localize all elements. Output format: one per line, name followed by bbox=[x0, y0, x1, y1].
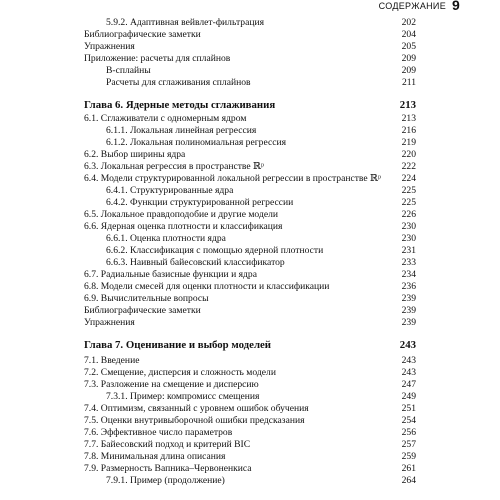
toc-entry-page: 211 bbox=[401, 77, 416, 88]
toc-entry-title: 7.9. Размерность Вапника–Червоненкиса bbox=[84, 463, 252, 474]
toc-entry-title: 7.6. Эффективное число параметров bbox=[84, 427, 233, 438]
running-header bbox=[0, 0, 500, 14]
toc-entry-page: 251 bbox=[401, 403, 416, 414]
toc-entry bbox=[0, 439, 500, 451]
toc-entry-title: 7.1. Введение bbox=[84, 355, 140, 366]
toc-entry-title: Библиографические заметки bbox=[84, 29, 201, 40]
toc-entry bbox=[0, 293, 500, 305]
toc-entry-title: Глава 7. Оценивание и выбор моделей bbox=[84, 339, 272, 351]
toc-entry-page: 249 bbox=[401, 391, 416, 402]
toc-entry-page: 213 bbox=[399, 99, 416, 111]
toc-entry bbox=[0, 367, 500, 379]
toc-entry-page: 256 bbox=[401, 427, 416, 438]
toc-entry-page: 234 bbox=[401, 269, 416, 280]
toc-entry bbox=[0, 209, 500, 221]
toc-entry bbox=[0, 281, 500, 293]
toc-entry-page: 205 bbox=[401, 41, 416, 52]
toc-entry-page: 236 bbox=[401, 281, 416, 292]
toc-chapter-heading bbox=[0, 98, 500, 112]
toc-entry-title: 6.9. Вычислительные вопросы bbox=[84, 293, 209, 304]
toc-entry bbox=[0, 233, 500, 245]
toc-entry-title: 7.5. Оценки внутривыборочной ошибки предсказания bbox=[84, 415, 305, 426]
toc-entry-page: 225 bbox=[401, 197, 416, 208]
toc-entry-title: 6.1.2. Локальная полиномиальная регрессия bbox=[106, 137, 287, 148]
toc-entry bbox=[0, 149, 500, 161]
toc-entry bbox=[0, 403, 500, 415]
toc-entry bbox=[0, 269, 500, 281]
toc-entry-title: Глава 6. Ядерные методы сглаживания bbox=[84, 99, 276, 111]
toc-entry-page: 225 bbox=[401, 185, 416, 196]
toc-entry bbox=[0, 197, 500, 209]
toc-entry-title: 6.8. Модели смесей для оценки плотности и классификации bbox=[84, 281, 330, 292]
toc-entry-title: Расчеты для сглаживания сплайнов bbox=[106, 77, 251, 88]
toc-entry-title: 6.1. Сглаживатели с одномерным ядром bbox=[84, 113, 247, 124]
toc-entry-page: 220 bbox=[401, 149, 416, 160]
toc-entry-title: 6.1.1. Локальная линейная регрессия bbox=[106, 125, 257, 136]
toc-entry-page: 247 bbox=[401, 379, 416, 390]
toc-entry-page: 257 bbox=[401, 439, 416, 450]
toc-entry bbox=[0, 41, 500, 53]
toc-entry-page: 239 bbox=[401, 293, 416, 304]
toc-entry-title: 7.3. Разложение на смещение и дисперсию bbox=[84, 379, 259, 390]
toc-entry-title: 6.7. Радиальные базисные функции и ядра bbox=[84, 269, 257, 280]
toc-entry-page: 243 bbox=[401, 355, 416, 366]
toc-entry bbox=[0, 17, 500, 29]
toc-entry-page: 219 bbox=[401, 137, 416, 148]
toc-entry bbox=[0, 451, 500, 463]
toc-entry-page: 209 bbox=[401, 53, 416, 64]
toc-entry bbox=[0, 137, 500, 149]
toc-entry bbox=[0, 185, 500, 197]
toc-entry-page: 264 bbox=[401, 475, 416, 486]
toc-entry bbox=[0, 257, 500, 269]
toc-entry-title: 7.9.1. Пример (продолжение) bbox=[106, 475, 225, 486]
toc-entry-page: 243 bbox=[399, 339, 416, 351]
toc-entry bbox=[0, 391, 500, 403]
toc-entry-page: 226 bbox=[401, 209, 416, 220]
toc-entry bbox=[0, 53, 500, 65]
toc-entry-title: Библиографические заметки bbox=[84, 305, 201, 316]
toc-entry-title: 6.6.2. Классификация с помощью ядерной плотности bbox=[106, 245, 324, 256]
toc-entry-page: 243 bbox=[401, 367, 416, 378]
toc-entry-title: 7.3.1. Пример: компромисс смещения bbox=[106, 391, 260, 402]
toc-entry-title: 7.4. Оптимизм, связанный с уровнем ошибок обучения bbox=[84, 403, 309, 414]
toc-entry-title: Приложение: расчеты для сплайнов bbox=[84, 53, 231, 64]
toc-chapter-heading bbox=[0, 338, 500, 352]
toc-entry-title: 6.6.3. Наивный байесовский классификатор bbox=[106, 257, 285, 268]
toc-entry-page: 239 bbox=[401, 317, 416, 328]
toc-entry-page: 202 bbox=[401, 17, 416, 28]
toc-entry-page: 231 bbox=[401, 245, 416, 256]
toc-entry-title: 6.3. Локальная регрессия в пространстве ℝᵖ bbox=[84, 161, 265, 172]
toc-entry-title: B-сплайны bbox=[106, 65, 151, 76]
toc-entry bbox=[0, 77, 500, 89]
toc-entry-title: 6.6. Ядерная оценка плотности и классификация bbox=[84, 221, 283, 232]
toc-entry-title: 6.2. Выбор ширины ядра bbox=[84, 149, 186, 160]
toc-entry-page: 239 bbox=[401, 305, 416, 316]
toc-entry bbox=[0, 415, 500, 427]
toc-entry-page: 230 bbox=[401, 233, 416, 244]
toc-entry bbox=[0, 355, 500, 367]
toc-entry-page: 222 bbox=[401, 161, 416, 172]
toc-entry-title: 7.2. Смещение, дисперсия и сложность модели bbox=[84, 367, 276, 378]
toc-entry bbox=[0, 221, 500, 233]
toc-entry bbox=[0, 65, 500, 77]
toc-entry-title: 6.4.2. Функции структурированной регрессии bbox=[106, 197, 294, 208]
toc-entry-title: 7.8. Минимальная длина описания bbox=[84, 451, 226, 462]
toc-entry bbox=[0, 29, 500, 41]
toc-entry-title: 6.6.1. Оценка плотности ядра bbox=[106, 233, 226, 244]
toc-entry-page: 224 bbox=[401, 173, 416, 184]
toc-entry bbox=[0, 245, 500, 257]
toc-entry bbox=[0, 113, 500, 125]
toc-entry-page: 259 bbox=[401, 451, 416, 462]
toc-entry-title: 6.5. Локальное правдоподобие и другие модели bbox=[84, 209, 279, 220]
toc-entry bbox=[0, 161, 500, 173]
toc-entry-page: 254 bbox=[401, 415, 416, 426]
toc-entry-title: 6.4.1. Структурированные ядра bbox=[106, 185, 234, 196]
toc-entry-title: 7.7. Байесовский подход и критерий BIC bbox=[84, 439, 251, 450]
toc-entry-page: 230 bbox=[401, 221, 416, 232]
toc-entry-page: 261 bbox=[401, 463, 416, 474]
toc-entry-title: Упражнения bbox=[84, 317, 135, 328]
toc-entry-page: 213 bbox=[401, 113, 416, 124]
toc-entry-title: Упражнения bbox=[84, 41, 135, 52]
toc-entry-page: 216 bbox=[401, 125, 416, 136]
toc-entry bbox=[0, 379, 500, 391]
toc-entry-page: 209 bbox=[401, 65, 416, 76]
toc-entry-title: 6.4. Модели структурированной локальной регрессии в пространстве ℝᵖ bbox=[84, 173, 382, 184]
toc-entry-page: 233 bbox=[401, 257, 416, 268]
toc-entry bbox=[0, 427, 500, 439]
toc-entry bbox=[0, 463, 500, 475]
toc-entry bbox=[0, 317, 500, 329]
toc-entry bbox=[0, 125, 500, 137]
toc-entry-title: 5.9.2. Адаптивная вейвлет-фильтрация bbox=[106, 17, 265, 28]
toc-entry bbox=[0, 173, 500, 185]
page-number: 9 bbox=[452, 0, 460, 13]
toc-entry bbox=[0, 305, 500, 317]
running-header-title: СОДЕРЖАНИЕ bbox=[378, 1, 446, 11]
toc-entry bbox=[0, 475, 500, 487]
toc-entry-page: 204 bbox=[401, 29, 416, 40]
